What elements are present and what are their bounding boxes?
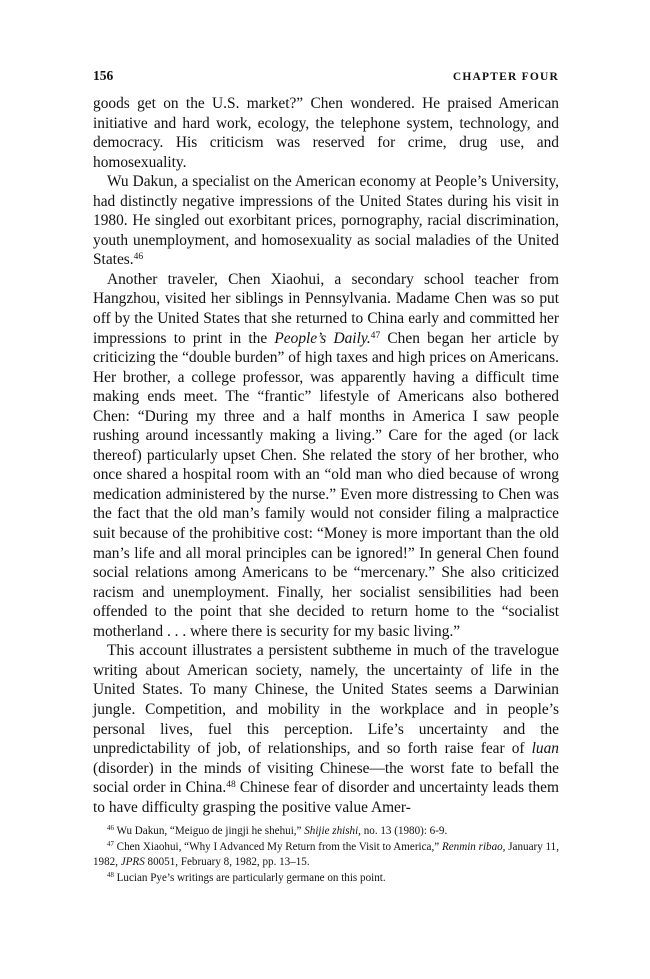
- footnote-number: 47: [107, 840, 114, 848]
- page-number: 156: [93, 68, 114, 83]
- footnote-text: Wu Dakun, “Meiguo de jingji he shehui,”: [113, 825, 305, 838]
- book-page: [93, 68, 559, 886]
- footnote-series-title: JPRS: [120, 856, 145, 869]
- paragraph-3-text-a: Another traveler, Chen Xiaohui, a secondary school teacher from Hangzhou, visited her siblings in Pennsylvania. Madame Chen was so put off by the United States that she returned to China early and committed her impressions to print in the: [93, 270, 559, 347]
- paragraph-3: [93, 270, 559, 641]
- footnote-number: 48: [107, 871, 114, 879]
- paragraph-2-text: Wu Dakun, a specialist on the American economy at People’s University, had distinctly negative impressions of the United States during his visit in 1980. He singled out exorbitant prices, pornography, racial discrimination, youth unemployment, and homosexuality as social maladies of the United States.: [93, 173, 559, 269]
- footnote-text: January 11, 1982,: [93, 840, 559, 869]
- footnote-text: no. 13 (1980): 6-9.: [360, 825, 448, 838]
- paragraph-4-text-b: (disorder) in the minds of visiting Chinese—the worst fate to befall the social order in China.: [93, 759, 559, 797]
- paragraph-4-text-c: Chinese fear of disorder and uncertainty leads them to have difficulty grasping the positive value Amer-: [93, 779, 559, 816]
- paragraph-1: goods get on the U.S. market?” Chen wondered. He praised American initiative and hard work, ecology, the telephone system, technology, and democracy. His criticism was reserved for crime, drug use, and homosexuality.: [93, 95, 559, 171]
- footnote-journal-title: Shijie zhishi,: [304, 825, 361, 838]
- chapter-title: CHAPTER FOUR: [452, 71, 559, 83]
- footnote-48: [93, 871, 559, 887]
- luan-term: luan: [531, 740, 559, 758]
- paragraph-2: [93, 172, 559, 270]
- footnote-ref-46: 46: [133, 251, 144, 263]
- footnote-text: Chen Xiaohui, “Why I Advanced My Return from the Visit to America,”: [113, 840, 442, 853]
- newspaper-title: People’s Daily.: [274, 329, 371, 347]
- footnote-ref-47: 47: [370, 329, 381, 341]
- footnotes: [93, 824, 559, 886]
- paragraph-4-text-a: This account illustrates a persistent subtheme in much of the travelogue writing about American society, namely, the uncertainty of life in the United States. To many Chinese, the United States seems a Darwinian jungle. Competition, and mobility in the workplace and in people’s personal lives, fuel this perception. Life’s uncertainty and the unpredictability of job, of relationships, and so forth raise fear of: [93, 642, 559, 758]
- footnote-46: [93, 824, 559, 840]
- footnote-text: Lucian Pye’s writings are particularly germane on this point.: [113, 871, 386, 884]
- footnote-number: 46: [107, 825, 114, 833]
- running-head: [93, 68, 559, 84]
- footnote-47: [93, 840, 559, 871]
- footnote-text: 80051, February 8, 1982, pp. 13–15.: [144, 856, 310, 869]
- paragraph-3-text-b: Chen began her article by criticizing the “double burden” of high taxes and high prices on Americans. Her brother, a college professor, was apparently having a difficult time making ends meet. The “frantic” lifestyle of Americans also bothered Chen: “During my three and a half months in America I saw people rushing around incessantly making a living.” Care for the aged (or lack thereof) particularly upset Chen. She related the story of her brother, who once shared a hospital room with an “old man who died because of wrong medication administered by the nurse.” Even more distressing to Chen was the fact that the old man’s family would not consider filing a malpractice suit because of the prohibitive cost: “Money is more important than the old man’s life and all moral principles can be ignored!” In general Chen found social relations among Americans to be “mercenary.” She also criticized racism and unemployment. Finally, her socialist sensibilities had been offended to the point that she decided to return home to the “socialist motherland . . . where there is security for my basic living.”: [93, 329, 559, 640]
- paragraph-4: [93, 641, 559, 817]
- footnote-ref-48: 48: [226, 778, 236, 790]
- footnote-newspaper-title: Renmin ribao,: [441, 840, 506, 853]
- body-text: [93, 94, 559, 817]
